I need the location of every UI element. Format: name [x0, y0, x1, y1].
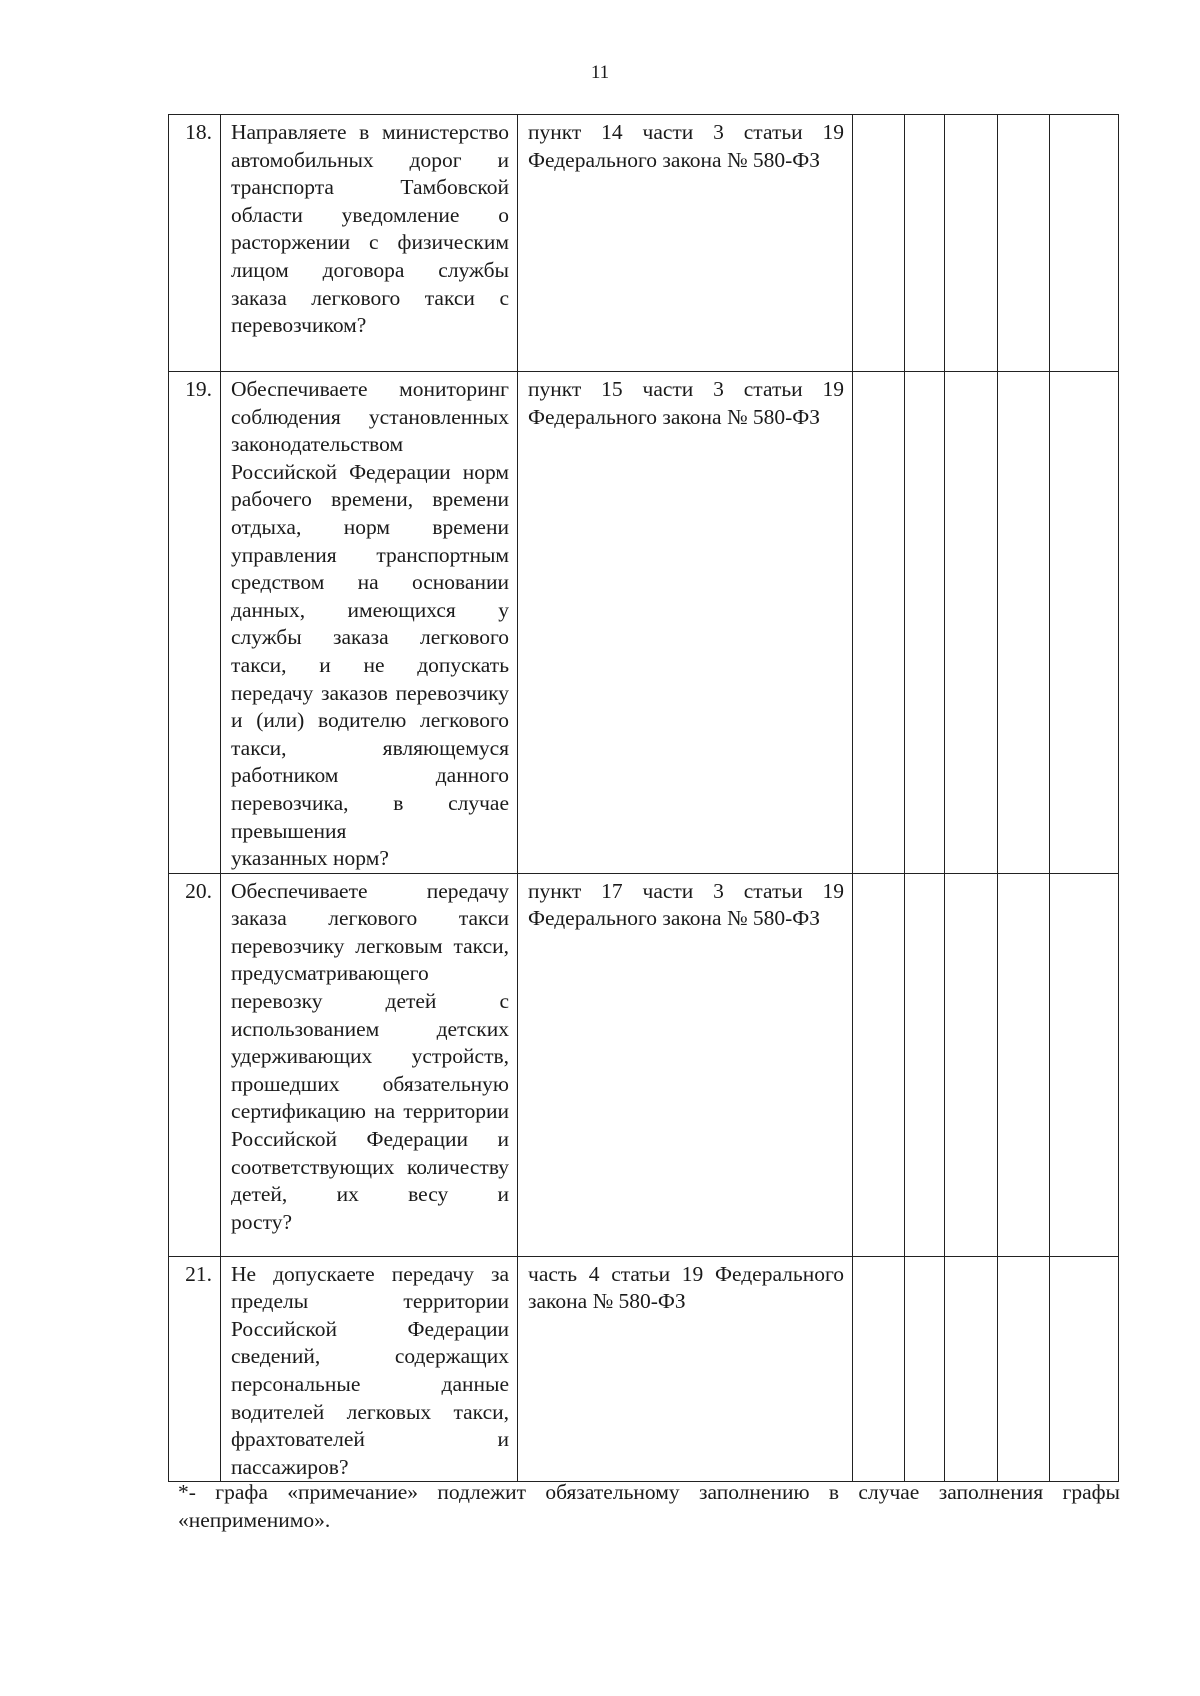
answer-cell-extra[interactable]	[1050, 1256, 1119, 1482]
question-cell	[221, 873, 518, 1256]
question-cell	[221, 1256, 518, 1482]
question-text: Не допускаете передачу за пределы территории Российской Федерации сведений, содержащих персональные данные водителей легковых такси, фрахтователей и	[231, 1261, 509, 1452]
checklist-table	[168, 114, 1119, 1482]
row-number: 18.	[169, 115, 221, 372]
legal-reference: часть 4 статьи 19 Федерального закона № 580-ФЗ	[518, 1256, 853, 1482]
answer-cell-extra[interactable]	[1050, 372, 1119, 874]
answer-cell-extra[interactable]	[1050, 873, 1119, 1256]
answer-cell-not-applicable[interactable]	[945, 1256, 998, 1482]
answer-cell-extra[interactable]	[1050, 115, 1119, 372]
table-row	[169, 372, 1119, 874]
answer-cell-yes[interactable]	[853, 115, 905, 372]
legal-reference: пункт 15 части 3 статьи 19 Федерального закона № 580-ФЗ	[518, 372, 853, 874]
question-cell	[221, 372, 518, 874]
question-last-line: указанных норм?	[231, 846, 389, 871]
row-number: 20.	[169, 873, 221, 1256]
question-last-line: росту?	[231, 1209, 292, 1234]
answer-cell-not-applicable[interactable]	[945, 115, 998, 372]
footnote: *- графа «примечание» подлежит обязательному заполнению в случае заполнения графы «неприменимо».	[178, 1480, 1120, 1532]
question-text: Направляете в министерство автомобильных дорог и транспорта Тамбовской области уведомление о расторжении с физическим лицом договора службы заказа легкового такси с	[231, 120, 509, 310]
answer-cell-no[interactable]	[905, 1256, 945, 1482]
question-cell	[221, 115, 518, 372]
answer-cell-note[interactable]	[998, 372, 1050, 874]
answer-cell-not-applicable[interactable]	[945, 372, 998, 874]
answer-cell-note[interactable]	[998, 115, 1050, 372]
legal-reference: пункт 17 части 3 статьи 19 Федерального закона № 580-ФЗ	[518, 873, 853, 1256]
answer-cell-note[interactable]	[998, 873, 1050, 1256]
answer-cell-not-applicable[interactable]	[945, 873, 998, 1256]
answer-cell-no[interactable]	[905, 115, 945, 372]
legal-reference: пункт 14 части 3 статьи 19 Федерального закона № 580-ФЗ	[518, 115, 853, 372]
table-row	[169, 1256, 1119, 1482]
answer-cell-no[interactable]	[905, 873, 945, 1256]
page-number: 11	[590, 62, 610, 83]
answer-cell-no[interactable]	[905, 372, 945, 874]
question-last-line: перевозчиком?	[231, 313, 367, 338]
row-number: 21.	[169, 1256, 221, 1482]
answer-cell-note[interactable]	[998, 1256, 1050, 1482]
answer-cell-yes[interactable]	[853, 873, 905, 1256]
answer-cell-yes[interactable]	[853, 372, 905, 874]
question-text: Обеспечиваете передачу заказа легкового такси перевозчику легковым такси, предусматривающего перевозку детей с использованием детских удерживающих устройств, прошедших обязательную сертификацию на территории Российской Федерации и соответствующих количеству детей, их весу и	[231, 878, 509, 1207]
table-row	[169, 873, 1119, 1256]
answer-cell-yes[interactable]	[853, 1256, 905, 1482]
question-text: Обеспечиваете мониторинг соблюдения установленных законодательством Российской Федерации норм рабочего времени, времени отдыха, норм времени управления транспортным средством на основании данных, имеющихся у службы заказа легкового такси, и не допускать передачу заказов перевозчику и (или) водителю легкового такси, являющемуся работником данного перевозчика, в случае превышения	[231, 377, 509, 843]
question-last-line: пассажиров?	[231, 1454, 349, 1479]
row-number: 19.	[169, 372, 221, 874]
table-row	[169, 115, 1119, 372]
